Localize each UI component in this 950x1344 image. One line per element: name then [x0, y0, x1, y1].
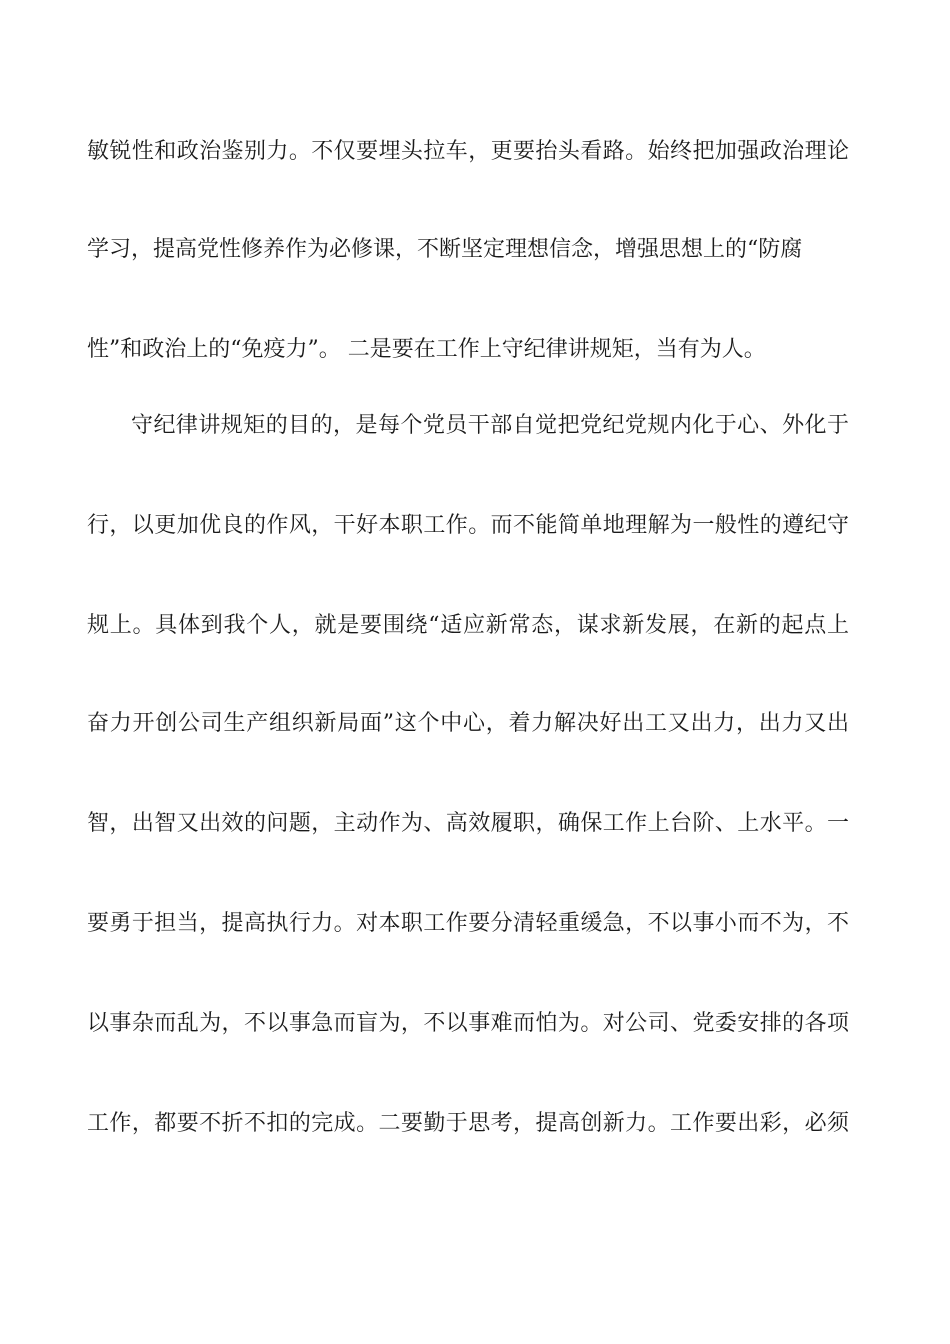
text-line-9: 要勇于担当，提高执行力。对本职工作要分清轻重缓急，不以事小而不为，不 [87, 911, 849, 936]
text-line-7: 奋力开创公司生产组织新局面”这个中心，着力解决好出工又出力，出力又出 [87, 711, 849, 736]
text-line-6: 规上。具体到我个人，就是要围绕“适应新常态，谋求新发展，在新的起点上 [87, 613, 849, 638]
text-line-11: 工作，都要不折不扣的完成。二要勤于思考，提高创新力。工作要出彩，必须 [87, 1111, 849, 1136]
text-line-1: 敏锐性和政治鉴别力。不仅要埋头拉车，更要抬头看路。始终把加强政治理论 [87, 139, 849, 164]
text-line-3: 性”和政治上的“免疫力”。 二是要在工作上守纪律讲规矩，当有为人。 [87, 337, 766, 362]
text-line-2: 学习，提高党性修养作为必修课，不断坚定理想信念，增强思想上的“防腐 [87, 237, 803, 262]
text-line-10: 以事杂而乱为，不以事急而盲为，不以事难而怕为。对公司、党委安排的各项 [87, 1011, 849, 1036]
text-line-8: 智，出智又出效的问题，主动作为、高效履职，确保工作上台阶、上水平。一 [87, 811, 849, 836]
text-line-5: 行，以更加优良的作风，干好本职工作。而不能简单地理解为一般性的遵纪守 [87, 513, 849, 538]
text-line-4: 守纪律讲规矩的目的，是每个党员干部自觉把党纪党规内化于心、外化于 [131, 413, 849, 438]
